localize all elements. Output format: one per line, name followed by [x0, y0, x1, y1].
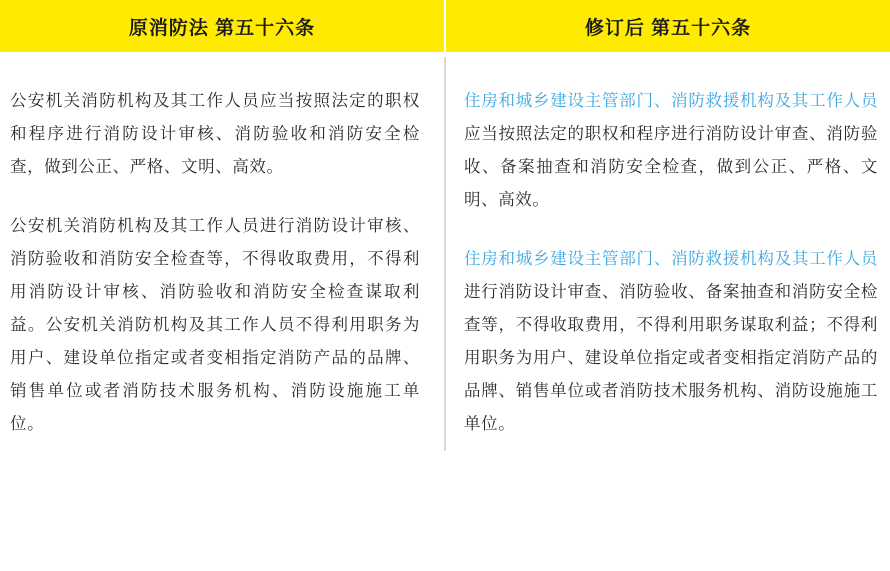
original-paragraph-1: 公安机关消防机构及其工作人员应当按照法定的职权和程序进行消防设计审核、消防验收和消防安全检查，做到公正、严格、文明、高效。	[10, 92, 420, 176]
revised-highlight-1: 住房和城乡建设主管部门、消防救援机构及其工作人员	[464, 92, 878, 110]
revised-rest-1: 应当按照法定的职权和程序进行消防设计审查、消防验收、备案抽查和消防安全检查，做到公正、严格、文明、高效。	[464, 125, 878, 209]
header-cell-original-law: 原消防法 第五十六条	[0, 0, 445, 52]
revised-highlight-2: 住房和城乡建设主管部门、消防救援机构及其工作人员	[464, 250, 878, 268]
revised-rest-2: 进行消防设计审查、消防验收、备案抽查和消防安全检查等，不得收取费用，不得利用职务谋取利益；不得利用职务为用户、建设单位指定或者变相指定消防产品的品牌、销售单位或者消防技术服务机构、消防设施施工单位。	[464, 283, 878, 433]
cell-revised-law-text	[445, 57, 890, 451]
revised-paragraph-2	[464, 243, 878, 441]
revised-paragraph-1	[464, 85, 878, 217]
table-body-row	[0, 57, 890, 451]
original-paragraph-2: 公安机关消防机构及其工作人员进行消防设计审核、消防验收和消防安全检查等，不得收取费用，不得利用消防设计审核、消防验收和消防安全检查谋取利益。公安机关消防机构及其工作人员不得利用职务为用户、建设单位指定或者变相指定消防产品的品牌、销售单位或者消防技术服务机构、消防设施施工单位。	[10, 217, 420, 433]
cell-original-law-text	[0, 57, 445, 451]
header-cell-revised-law: 修订后 第五十六条	[445, 0, 890, 52]
table-header-row	[0, 0, 890, 52]
